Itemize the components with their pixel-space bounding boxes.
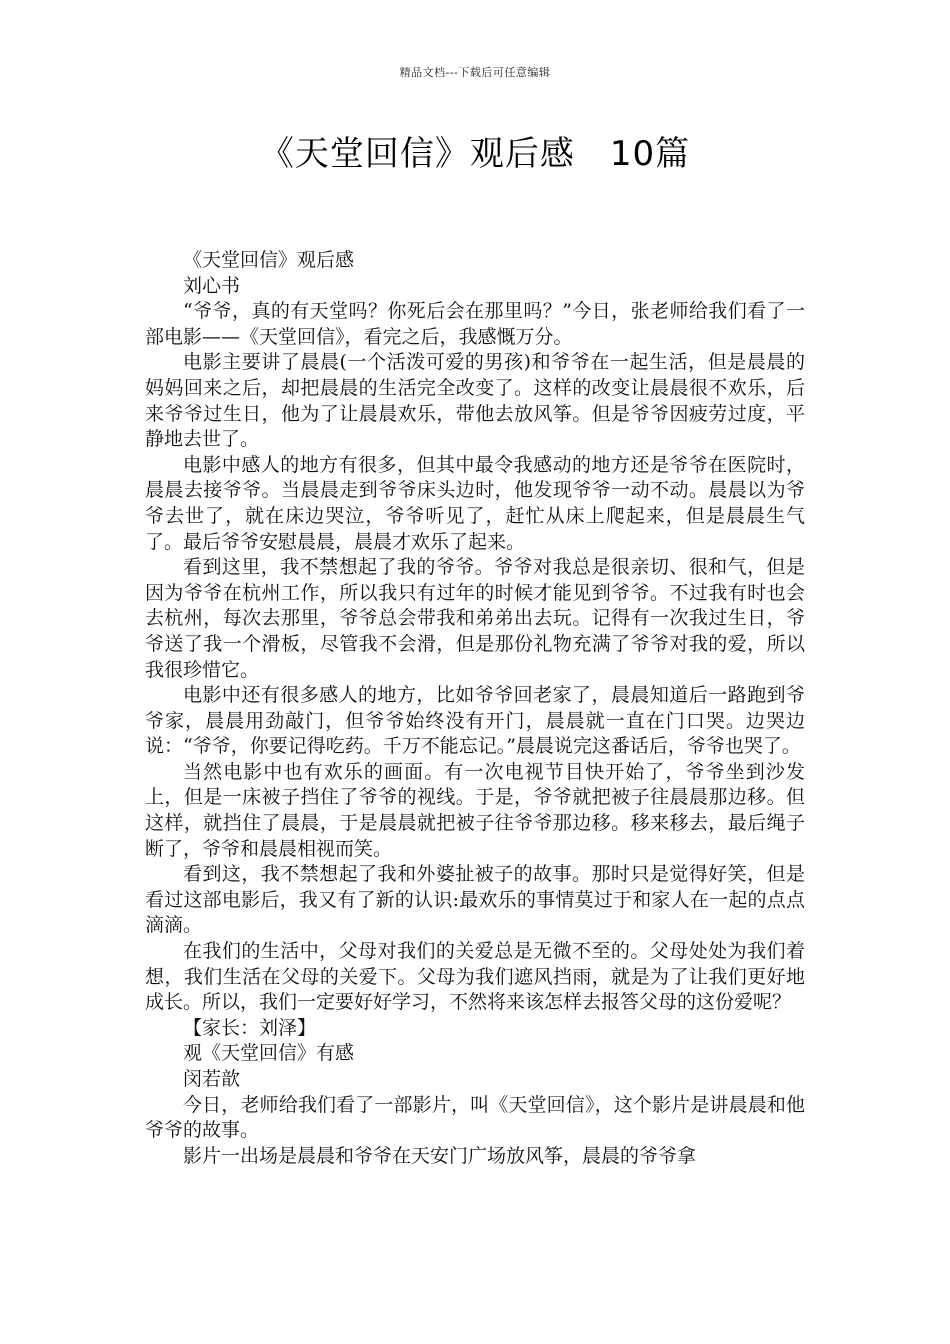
document-title: 《天堂回信》观后感 10篇 <box>259 134 691 174</box>
paragraph: 看到这，我不禁想起了我和外婆扯被子的故事。那时只是觉得好笑，但是看过这部电影后，我又有了新的认识:最欢乐的事情莫过于和家人在一起的点点滴滴。 <box>145 863 805 937</box>
essay-author: 刘心书 <box>183 274 241 297</box>
document-body <box>145 248 805 1169</box>
paragraph: 看到这里，我不禁想起了我的爷爷。爷爷对我总是很亲切、很和气，但是因为爷爷在杭州工作，所以我只有过年的时候才能见到爷爷。不过我有时也会去杭州，每次去那里，爷爷总会带我和弟弟出去玩。记得有一次我过生日，爷爷送了我一个滑板，尽管我不会滑，但是那份礼物充满了爷爷对我的爱，所以我很珍惜它。 <box>145 556 805 681</box>
paragraph: 今日，老师给我们看了一部影片，叫《天堂回信》，这个影片是讲晨晨和他爷爷的故事。 <box>145 1093 805 1142</box>
essay-title: 《天堂回信》观后感 <box>183 249 355 271</box>
essay-title: 观《天堂回信》有感 <box>183 1042 355 1065</box>
paragraph: 在我们的生活中，父母对我们的关爱总是无微不至的。父母处处为我们着想，我们生活在父母的关爱下。父母为我们遮风挡雨，就是为了让我们更好地成长。所以，我们一定要好好学习，不然将来该怎样去报答父母的这份爱呢？ <box>145 940 805 1014</box>
paragraph: 电影中还有很多感人的地方，比如爷爷回老家了，晨晨知道后一路跑到爷爷家，晨晨用劲敲门，但爷爷始终没有开门，晨晨就一直在门口哭。边哭边说：“爷爷，你要记得吃药。千万不能忘记。”晨晨说完这番话后，爷爷也哭了。 <box>145 684 805 758</box>
paragraph: 影片一出场是晨晨和爷爷在天安门广场放风筝，晨晨的爷爷拿 <box>183 1144 697 1167</box>
header-note: 精品文档---下载后可任意编辑 <box>399 66 551 79</box>
parent-signature: 【家长：刘泽】 <box>183 1016 317 1039</box>
paragraph: 当然电影中也有欢乐的画面。有一次电视节目快开始了，爷爷坐到沙发上，但是一床被子挡住了爷爷的视线。于是，爷爷就把被子往晨晨那边移。但这样，就挡住了晨晨，于是晨晨就把被子往爷爷那边移。移来移去，最后绳子断了，爷爷和晨晨相视而笑。 <box>145 760 805 860</box>
paragraph: 电影中感人的地方有很多，但其中最令我感动的地方还是爷爷在医院时，晨晨去接爷爷。当晨晨走到爷爷床头边时，他发现爷爷一动不动。晨晨以为爷爷去世了，就在床边哭泣，爷爷听见了，赶忙从床上爬起来，但是晨晨生气了。最后爷爷安慰晨晨，晨晨才欢乐了起来。 <box>145 453 805 553</box>
essay-author: 闵若歆 <box>183 1068 241 1090</box>
paragraph: “爷爷，真的有天堂吗？你死后会在那里吗？”今日，张老师给我们看了一部电影——《天堂回信》，看完之后，我感慨万分。 <box>145 300 805 348</box>
paragraph: 电影主要讲了晨晨(一个活泼可爱的男孩)和爷爷在一起生活，但是晨晨的妈妈回来之后，却把晨晨的生活完全改变了。这样的改变让晨晨很不欢乐，后来爷爷过生日，他为了让晨晨欢乐，带他去放风筝。但是爷爷因疲劳过度，平静地去世了。 <box>145 351 805 451</box>
